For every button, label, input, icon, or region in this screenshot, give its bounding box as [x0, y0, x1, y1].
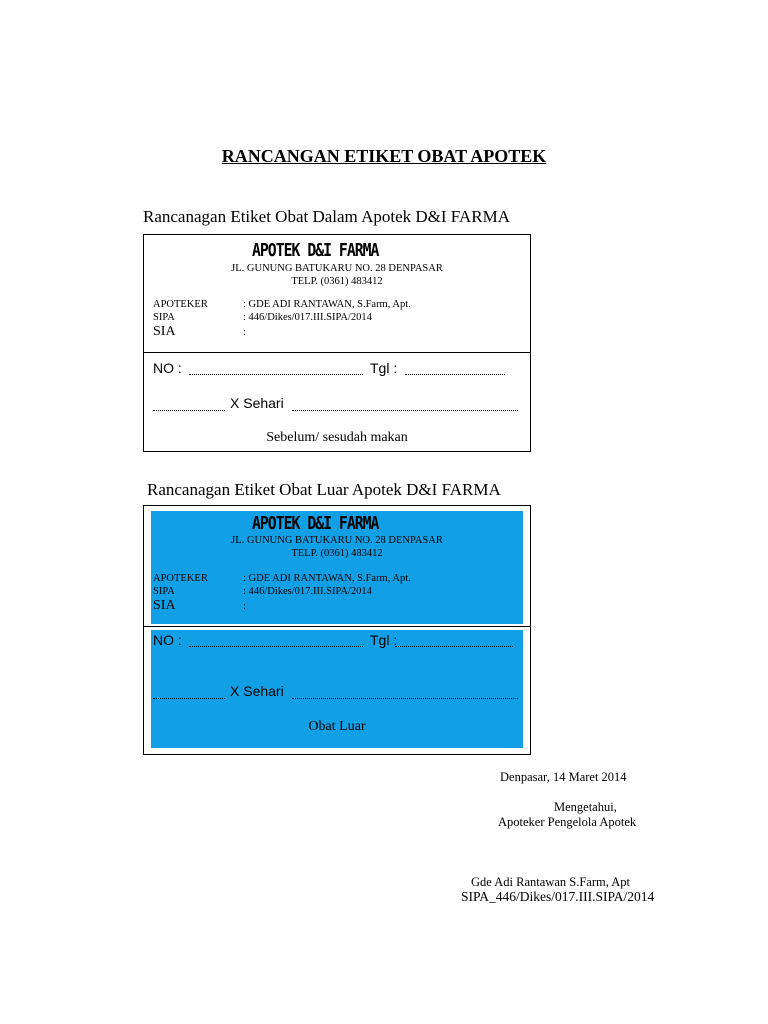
dose-count-line [153, 399, 225, 411]
dose-label: X Sehari [230, 683, 284, 699]
pharmacy-address: JL. GUNUNG BATUKARU NO. 28 DENPASAR [231, 263, 443, 274]
internal-label [143, 234, 531, 452]
signatory-sipa: SIPA_446/Dikes/017.III.SIPA/2014 [461, 889, 655, 904]
dose-fill-line [292, 399, 518, 411]
label-divider [144, 352, 530, 353]
no-label: NO : [153, 632, 182, 648]
place-date: Denpasar, 14 Maret 2014 [500, 770, 627, 784]
sia-value: : [243, 601, 246, 612]
signatory-name: Gde Adi Rantawan S.Farm, Apt [471, 875, 631, 889]
tgl-fill-line [405, 363, 505, 375]
sia-key: SIA [153, 598, 176, 613]
no-label: NO : [153, 360, 182, 376]
sia-value: : [243, 327, 246, 338]
internal-label-heading: Rancanagan Etiket Obat Dalam Apotek D&I FARMA [143, 207, 510, 226]
sia-key: SIA [153, 324, 176, 339]
sipa-value: : 446/Dikes/017.III.SIPA/2014 [243, 312, 372, 323]
dose-fill-line [292, 687, 518, 699]
tgl-label: Tgl : [370, 632, 398, 648]
no-fill-line [189, 635, 363, 647]
sipa-key: SIPA [153, 312, 175, 323]
tgl-label: Tgl : [370, 360, 398, 376]
apoteker-key: APOTEKER [153, 299, 208, 310]
pharmacy-address: JL. GUNUNG BATUKARU NO. 28 DENPASAR [231, 535, 443, 546]
dose-label: X Sehari [230, 395, 284, 411]
tgl-fill-line [395, 635, 513, 647]
internal-instruction: Sebelum/ sesudah makan [266, 430, 408, 445]
external-instruction: Obat Luar [308, 719, 366, 734]
external-label [143, 505, 531, 755]
signatory-role: Apoteker Pengelola Apotek [498, 815, 637, 829]
dose-count-line [153, 687, 225, 699]
external-label-heading: Rancanagan Etiket Obat Luar Apotek D&I FARMA [147, 480, 501, 499]
pharmacy-phone: TELP. (0361) 483412 [291, 548, 383, 559]
acknowledged-text: Mengetahui, [554, 800, 617, 814]
label-divider [144, 626, 530, 627]
apoteker-value: : GDE ADI RANTAWAN, S.Farm, Apt. [243, 573, 411, 584]
pharmacy-phone: TELP. (0361) 483412 [291, 276, 383, 287]
document-title: RANCANGAN ETIKET OBAT APOTEK [221, 146, 547, 166]
sipa-key: SIPA [153, 586, 175, 597]
apoteker-key: APOTEKER [153, 573, 208, 584]
apoteker-value: : GDE ADI RANTAWAN, S.Farm, Apt. [243, 299, 411, 310]
no-fill-line [189, 363, 363, 375]
pharmacy-name: APOTEK D&I FARMA [252, 240, 379, 261]
pharmacy-name: APOTEK D&I FARMA [252, 513, 379, 534]
sipa-value: : 446/Dikes/017.III.SIPA/2014 [243, 586, 372, 597]
